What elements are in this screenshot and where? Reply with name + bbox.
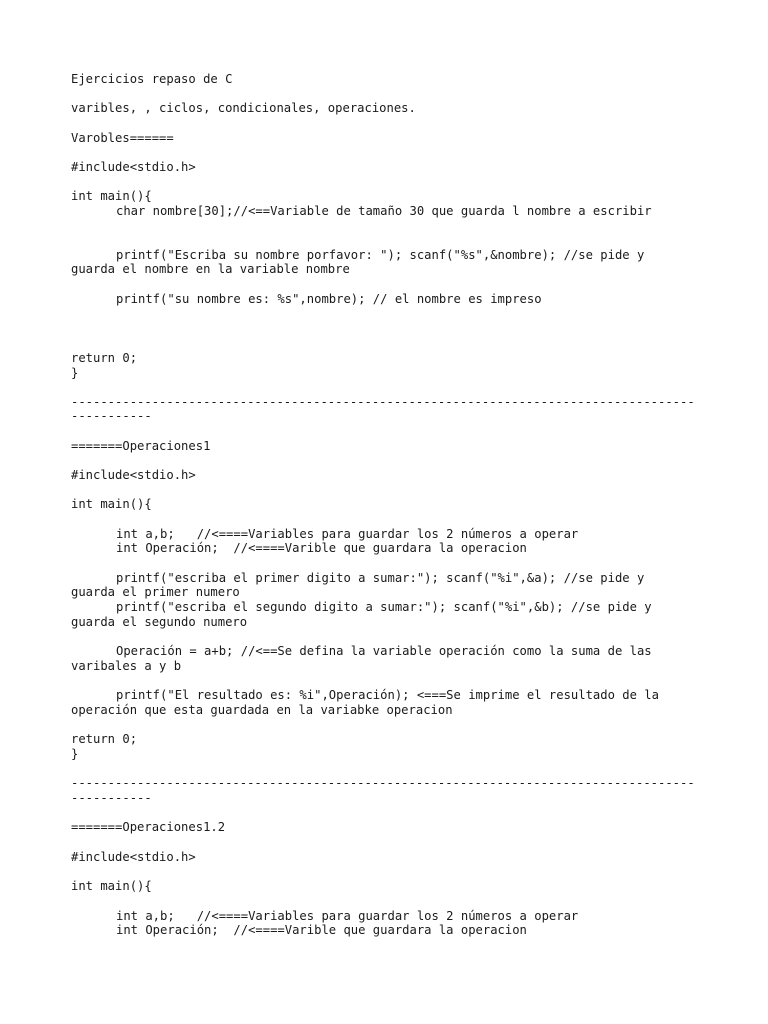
- code-line: printf("su nombre es: %s",nombre); // el nombre es impreso: [116, 292, 542, 306]
- code-line: int main(){: [71, 879, 152, 893]
- document-subtitle: varibles, , ciclos, condicionales, operaciones.: [71, 101, 416, 115]
- code-line: }: [71, 747, 79, 761]
- code-line: printf("escriba el primer digito a sumar:"); scanf("%i",&a); //se pide y: [116, 571, 645, 585]
- code-line: }: [71, 366, 79, 380]
- separator-line: -----------: [71, 409, 152, 423]
- code-line: printf("El resultado es: %i",Operación); <===Se imprime el resultado de la: [116, 688, 659, 702]
- code-line: int Operación; //<====Varible que guardara la operacion: [116, 541, 527, 555]
- document-title: Ejercicios repaso de C: [71, 72, 233, 86]
- section-heading-operaciones1-2: =======Operaciones1.2: [71, 820, 226, 834]
- code-line: guarda el segundo numero: [71, 615, 248, 629]
- separator-line: -------------------------------------------------------------------------------------: [71, 776, 695, 790]
- code-line: int a,b; //<====Variables para guardar los 2 números a operar: [116, 527, 579, 541]
- code-line: guarda el primer numero: [71, 585, 240, 599]
- code-line: int Operación; //<====Varible que guardara la operacion: [116, 923, 527, 937]
- code-line: Operación = a+b; //<==Se defina la variable operación como la suma de las: [116, 644, 652, 658]
- section-heading-operaciones1: =======Operaciones1: [71, 439, 211, 453]
- code-line: operación que esta guardada en la variabke operacion: [71, 703, 453, 717]
- code-line: #include<stdio.h>: [71, 468, 196, 482]
- code-line: #include<stdio.h>: [71, 850, 196, 864]
- code-line: int a,b; //<====Variables para guardar los 2 números a operar: [116, 909, 579, 923]
- separator-line: -------------------------------------------------------------------------------------: [71, 395, 695, 409]
- code-line: return 0;: [71, 732, 138, 746]
- code-line: return 0;: [71, 351, 138, 365]
- separator-line: -----------: [71, 791, 152, 805]
- code-line: varibales a y b: [71, 659, 182, 673]
- code-line: printf("Escriba su nombre porfavor: "); scanf("%s",&nombre); //se pide y: [116, 248, 645, 262]
- code-line: printf("escriba el segundo digito a sumar:"); scanf("%i",&b); //se pide y: [116, 600, 652, 614]
- code-line: int main(){: [71, 497, 152, 511]
- code-line: int main(){: [71, 189, 152, 203]
- section-heading-variables: Varobles======: [71, 131, 174, 145]
- code-line: #include<stdio.h>: [71, 160, 196, 174]
- code-line: char nombre[30];//<==Variable de tamaño 30 que guarda l nombre a escribir: [116, 204, 652, 218]
- code-line: guarda el nombre en la variable nombre: [71, 262, 350, 276]
